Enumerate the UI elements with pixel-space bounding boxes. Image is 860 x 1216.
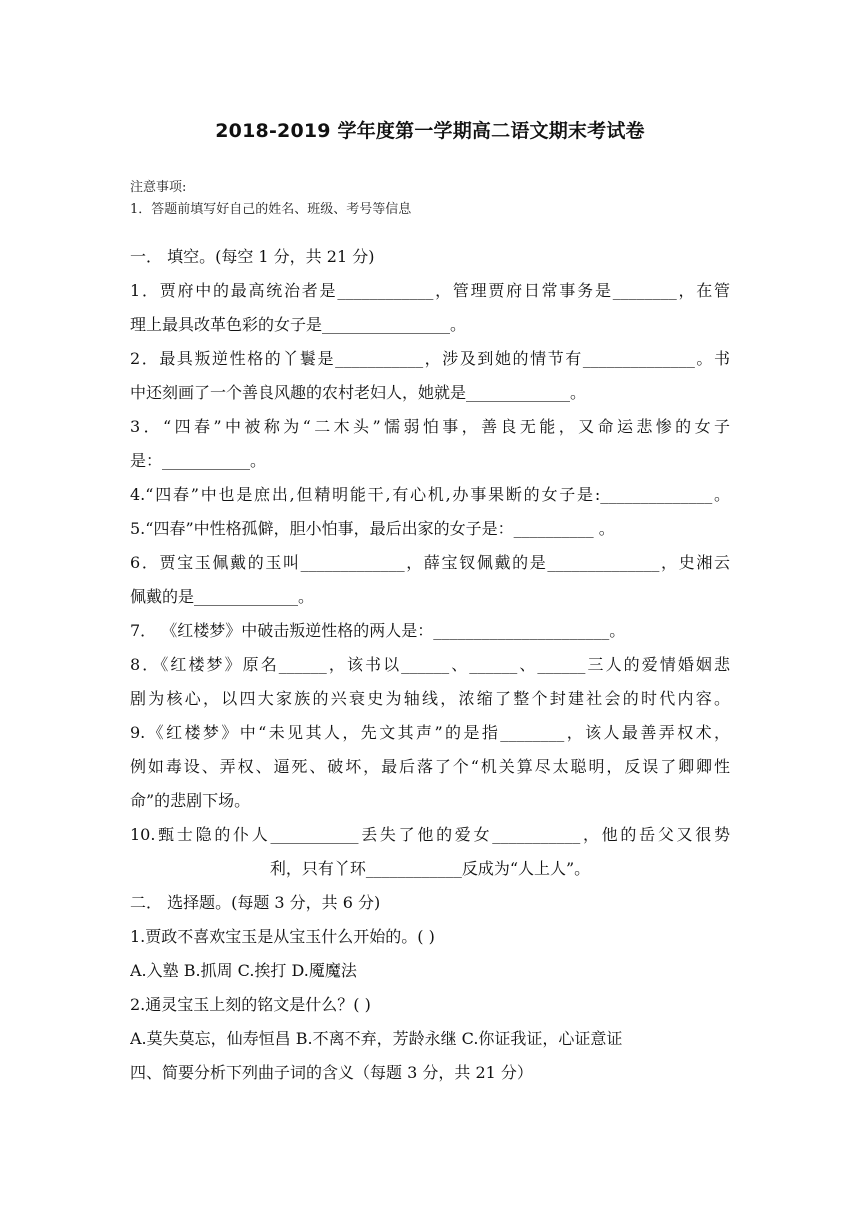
question-line: 10.甄士隐的仆人___________丢失了他的爱女___________，他的岳父又很势 xyxy=(130,825,730,844)
question-line: 佩戴的是_____________。 xyxy=(130,587,315,606)
answer-options: A.莫失莫忘，仙寿恒昌 B.不离不弃，芳龄永继 C.你证我证，心证意证 xyxy=(130,1029,623,1048)
question-line: 6．贾宝玉佩戴的玉叫_____________，薛宝钗佩戴的是______________，史湘云 xyxy=(130,553,730,572)
exam-title: 2018-2019 学年度第一学期高二语文期末考试卷 xyxy=(215,120,645,142)
question-line: 9.《红楼梦》中“未见其人，先文其声”的是指________，该人最善弄权术， xyxy=(130,723,730,742)
section-heading-fill-in: 一． 填空。(每空 1 分，共 21 分) xyxy=(130,247,375,266)
question-line: 中还刻画了一个善良风趣的农村老妇人，她就是_____________。 xyxy=(130,383,587,402)
question-line: 3．“四春”中被称为“二木头”懦弱怕事，善良无能，又命运悲惨的女子 xyxy=(130,417,730,436)
question-line: 7． 《红楼梦》中破击叛逆性格的两人是：______________________。 xyxy=(130,621,626,640)
question-line: 命”的悲剧下场。 xyxy=(130,791,251,810)
question-line: 利，只有丫环____________反成为“人上人”。 xyxy=(269,859,591,878)
question-line: 1.贾政不喜欢宝玉是从宝玉什么开始的。( ) xyxy=(130,927,435,946)
section-heading-analysis: 四、简要分析下列曲子词的含义（每题 3 分，共 21 分） xyxy=(130,1063,533,1082)
notice-heading: 注意事项: xyxy=(130,180,187,195)
question-line: 2.通灵宝玉上刻的铭文是什么？( ) xyxy=(130,995,371,1014)
answer-options: A.入塾 B.抓周 C.挨打 D.魇魔法 xyxy=(130,961,357,980)
notice-item: 1．答题前填写好自己的姓名、班级、考号等信息 xyxy=(130,202,412,217)
question-line: 4.“四春”中也是庶出,但精明能干,有心机,办事果断的女子是:______________。 xyxy=(130,485,730,504)
question-line: 1．贾府中的最高统治者是____________，管理贾府日常事务是________，在管 xyxy=(130,281,730,300)
question-line: 8．《红楼梦》原名______，该书以______、______、______三人的爱情婚姻悲 xyxy=(130,655,730,674)
question-line: 剧为核心，以四大家族的兴衰史为轴线，浓缩了整个封建社会的时代内容。 xyxy=(130,689,730,708)
question-line: 是：___________。 xyxy=(130,451,267,470)
question-line: 理上最具改革色彩的女子是________________。 xyxy=(130,315,467,334)
question-line: 2．最具叛逆性格的丫鬟是___________，涉及到她的情节有______________。书 xyxy=(130,349,730,368)
section-heading-choice: 二． 选择题。(每题 3 分，共 6 分) xyxy=(130,893,381,912)
question-line: 5.“四春”中性格孤僻，胆小怕事，最后出家的女子是：__________ 。 xyxy=(130,519,615,538)
question-line: 例如毒设、弄权、逼死、破坏，最后落了个“机关算尽太聪明，反误了卿卿性 xyxy=(130,757,730,776)
